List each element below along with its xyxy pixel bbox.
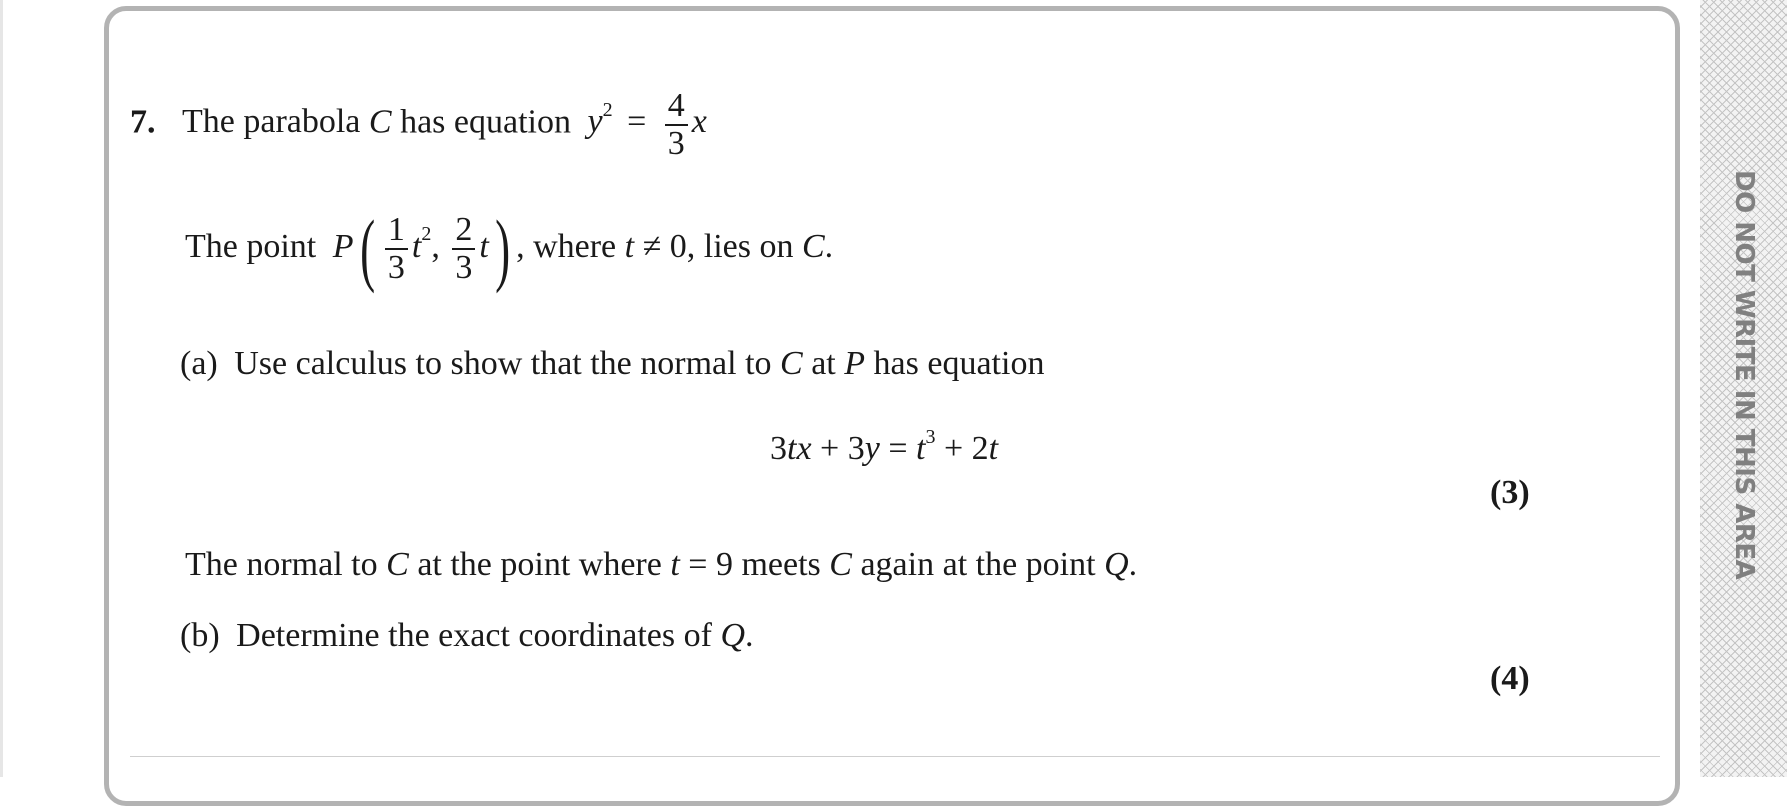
part-b-prompt: (b) Determine the exact coordinates of Q. [180, 617, 754, 654]
part-b-label: (b) [180, 617, 220, 654]
part-a-prompt: (a) Use calculus to show that the normal to C at P has equation [180, 345, 1045, 382]
left-margin-rule [0, 0, 3, 777]
fraction-two-thirds: $\frac{2}{3}$ [452, 212, 475, 285]
question-number: 7. [130, 103, 156, 141]
part-a-marks: (3) [1490, 474, 1530, 511]
point-definition: The point P( $\frac{1}{3}$ $t^2$, $\frac{2}{3}$ t) , where t ≠ 0, lies on C. [185, 203, 834, 294]
answer-line [130, 756, 1660, 757]
normal-statement: The normal to C at the point where t = 9 meets C again at the point Q. [185, 546, 1138, 583]
parabola-equation: $y^2$ = $\frac{4}{3}$ x [587, 87, 707, 162]
no-write-label: DO NOT WRITE IN THIS AREA [1729, 170, 1759, 580]
fraction-one-third: $\frac{1}{3}$ [385, 212, 408, 285]
normal-equation: $3tx + 3y = t^3 + 2t$ [770, 425, 999, 467]
part-b-marks: (4) [1490, 660, 1530, 697]
question-intro: 7. The parabola C has equation $y^2$ = $\frac{4}{3}$ x [130, 87, 707, 162]
part-a-label: (a) [180, 345, 218, 382]
fraction-four-thirds: $\frac{4}{3}$ [665, 88, 688, 161]
